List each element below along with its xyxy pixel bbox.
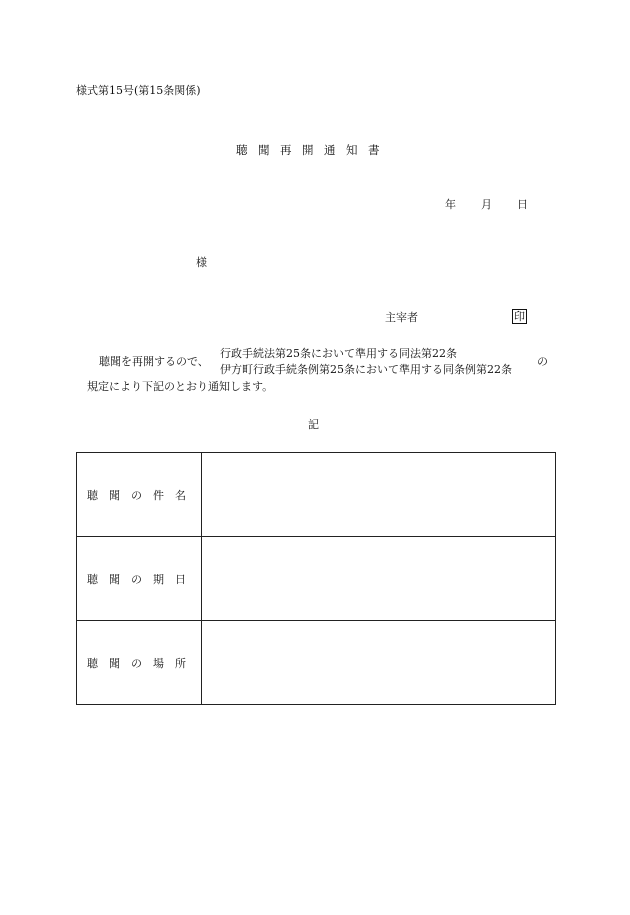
- body-continuation-text: 規定により下記のとおり通知します。: [87, 380, 274, 393]
- row-value-place: [202, 621, 556, 705]
- row-label-date: 聴聞の期日: [77, 537, 202, 621]
- document-title: 聴聞再開通知書: [236, 143, 390, 157]
- date-day-label: 日: [517, 198, 528, 211]
- row-label-subject: 聴聞の件名: [77, 453, 202, 537]
- row-value-subject: [202, 453, 556, 537]
- law-choice-ordinance: 伊方町行政手続条例第25条において準用する同条例第22条: [220, 363, 512, 376]
- details-table: [76, 452, 556, 705]
- body-particle: の: [537, 355, 548, 368]
- addressee-suffix: 様: [196, 256, 207, 269]
- row-label-place: 聴聞の場所: [77, 621, 202, 705]
- seal-mark: 印: [514, 310, 525, 323]
- form-number: 様式第15号(第15条関係): [76, 84, 201, 97]
- law-choice-act: 行政手続法第25条において準用する同法第22条: [220, 347, 457, 360]
- date-month-label: 月: [481, 198, 492, 211]
- row-value-date: [202, 537, 556, 621]
- date-year-label: 年: [445, 198, 456, 211]
- ki-heading: 記: [308, 418, 319, 431]
- table-row: [77, 537, 556, 621]
- table-row: [77, 453, 556, 537]
- table-row: [77, 621, 556, 705]
- organizer-label: 主宰者: [385, 311, 418, 324]
- body-lead-text: 聴聞を再開するので、: [99, 355, 209, 368]
- date-line: [445, 199, 528, 210]
